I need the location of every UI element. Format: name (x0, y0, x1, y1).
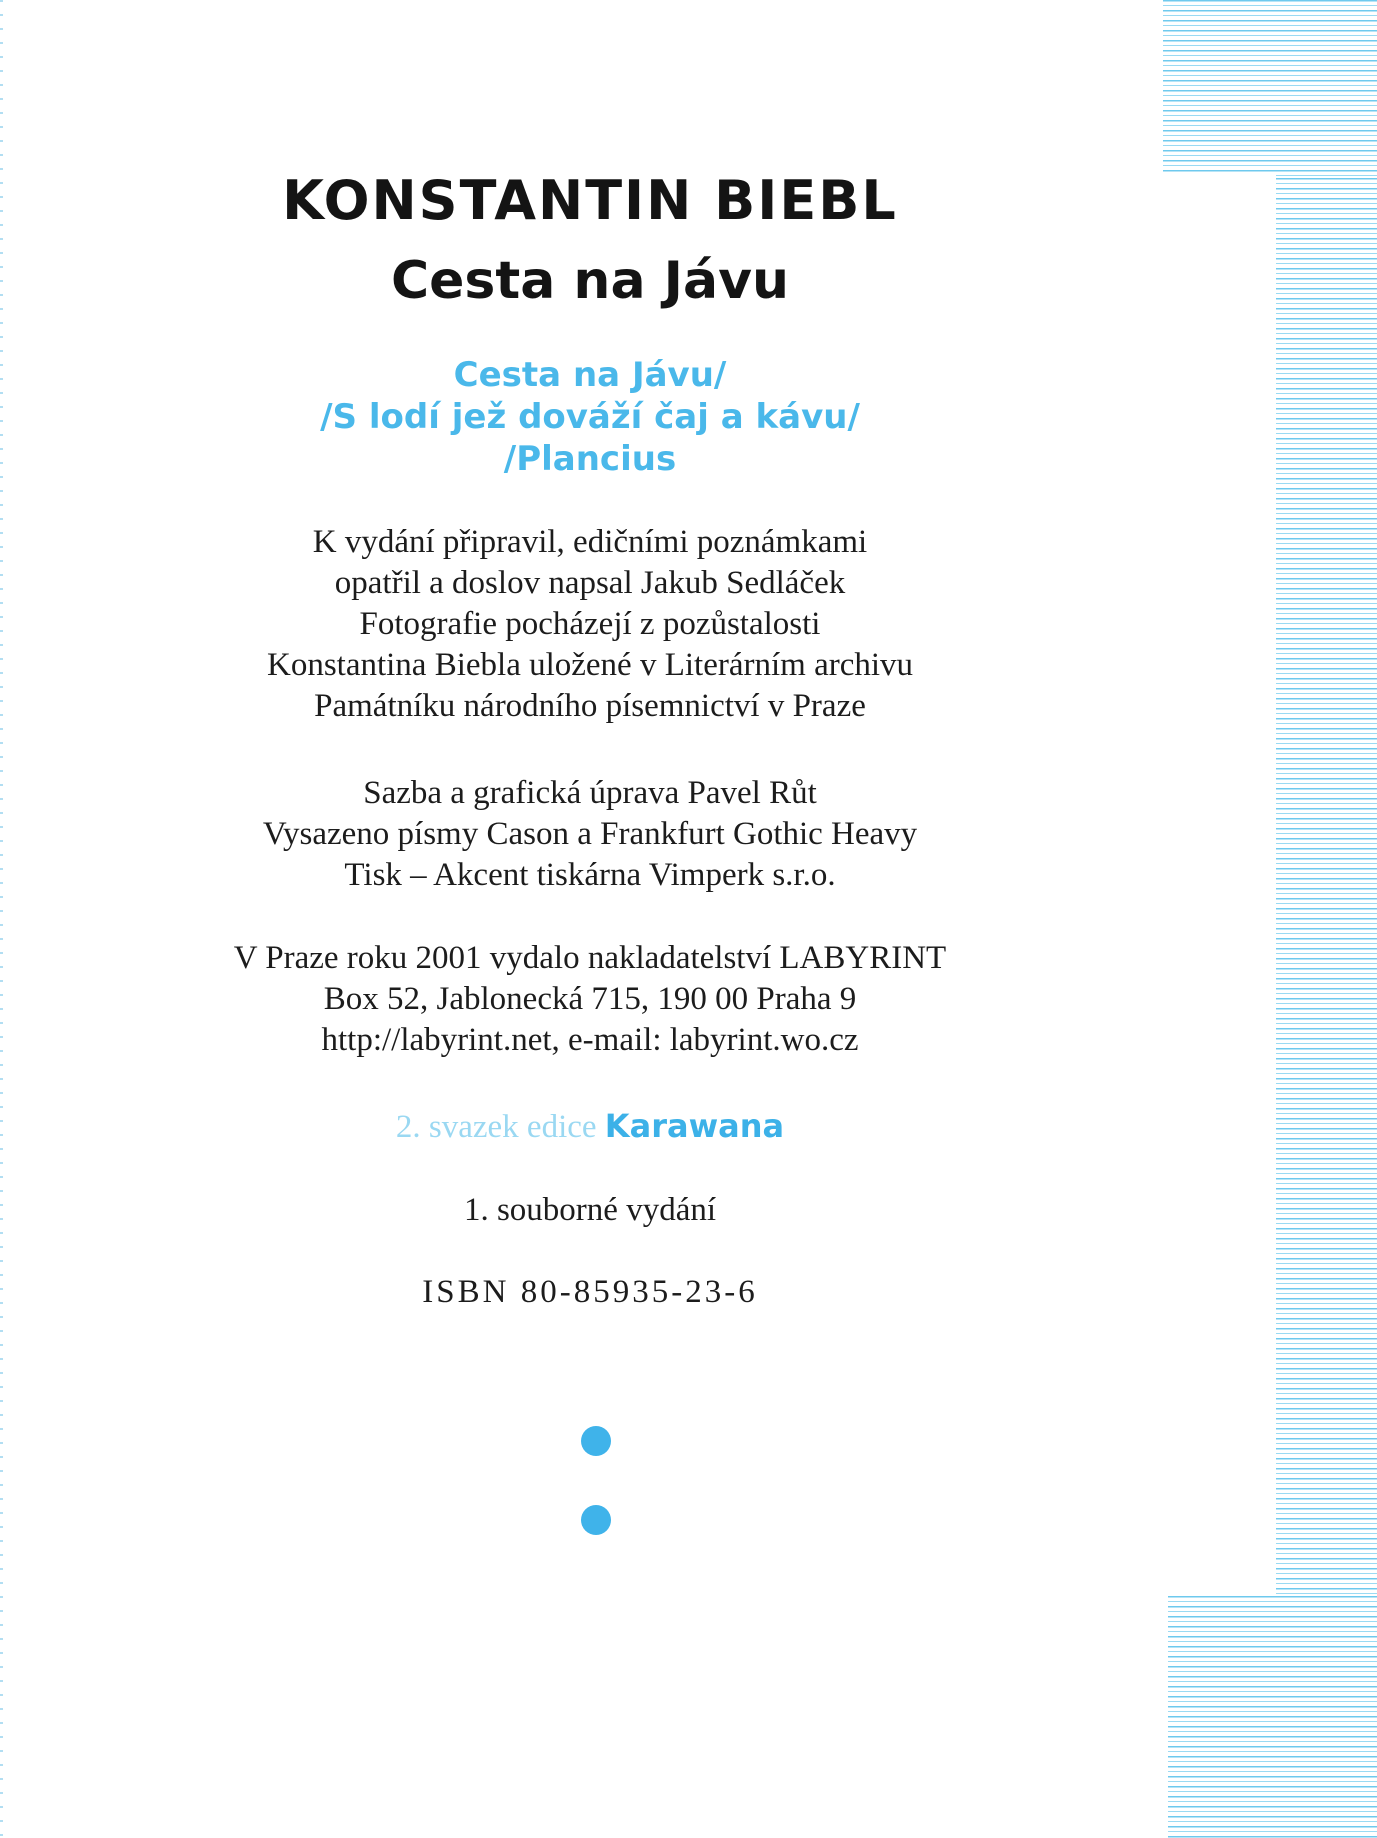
publisher-block (110, 938, 1070, 1061)
decorative-dot (581, 1505, 611, 1535)
series-prefix: 2. svazek edice (395, 1109, 605, 1145)
contents-item: Cesta na Jávu/ (453, 355, 727, 395)
contents-item: /S lodí jež dováží čaj a kávu/ (320, 397, 860, 437)
isbn-line: ISBN 80-85935-23-6 (422, 1274, 758, 1310)
credits-line: K vydání připravil, edičními poznámkami (312, 524, 868, 560)
publisher-line: Box 52, Jablonecká 715, 190 00 Praha 9 (323, 981, 857, 1017)
typesetting-line: Sazba a grafická úprava Pavel Růt (363, 775, 817, 811)
contents-list (110, 354, 1070, 480)
credits-block (110, 522, 1070, 727)
stripe-band-top (1163, 0, 1377, 178)
publisher-line: http://labyrint.net, e-mail: labyrint.wo.cz (321, 1022, 859, 1058)
author-name: KONSTANTIN BIEBL (282, 169, 898, 232)
book-title: Cesta na Jávu (391, 251, 789, 311)
credits-line: Památníku národního písemnictví v Praze (314, 688, 866, 724)
left-edge-ticks (0, 0, 3, 1838)
publisher-line: V Praze roku 2001 vydalo nakladatelství LABYRINT (233, 940, 947, 976)
stripe-band-bottom (1168, 1596, 1377, 1838)
typesetting-line: Tisk – Akcent tiskárna Vimperk s.r.o. (344, 857, 836, 893)
typesetting-line: Vysazeno písmy Cason a Frankfurt Gothic Heavy (262, 816, 918, 852)
decorative-dot (581, 1426, 611, 1456)
credits-line: opatřil a doslov napsal Jakub Sedláček (334, 565, 846, 601)
contents-item: /Plancius (503, 439, 677, 479)
credits-line: Fotografie pocházejí z pozůstalosti (359, 606, 821, 642)
stripe-band-gap (1163, 172, 1276, 180)
typesetting-block (110, 773, 1070, 896)
series-line (110, 1105, 1070, 1148)
stripe-band-middle (1276, 178, 1377, 1596)
edition-line: 1. souborné vydání (463, 1192, 717, 1228)
series-name: Karawana (604, 1107, 785, 1145)
credits-line: Konstantina Biebla uložené v Literárním archivu (266, 647, 914, 683)
